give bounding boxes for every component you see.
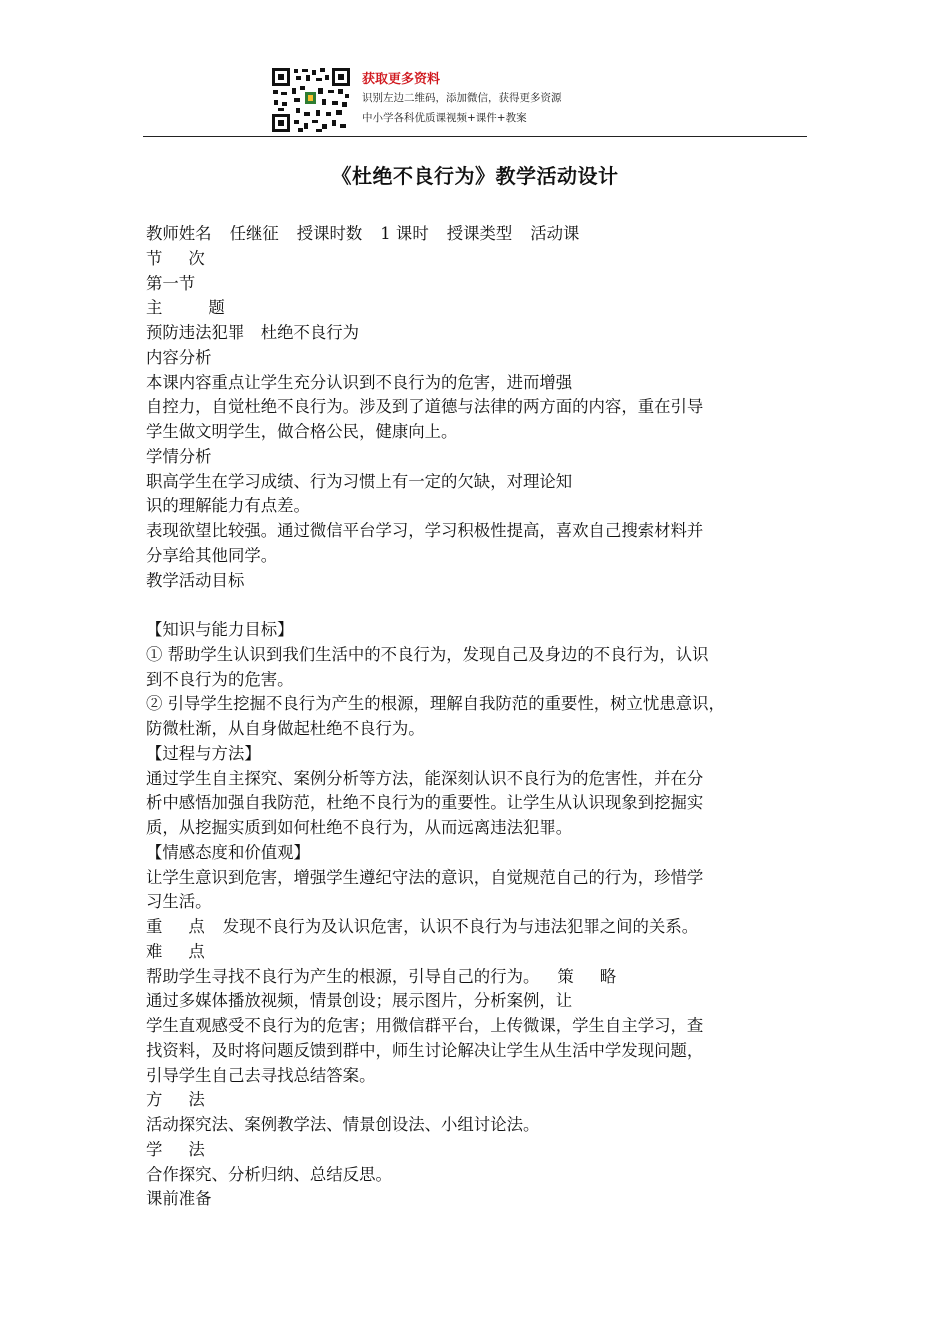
content-line: 学生做文明学生，做合格公民，健康向上。	[146, 422, 458, 441]
knowledge-heading: 【知识与能力目标】	[146, 620, 294, 639]
strategy-line: 学生直观感受不良行为的危害；用微信群平台，上传微课，学生自主学习，查	[146, 1016, 704, 1035]
key-value: 发现不良行为及认识危害，认识不良行为与违法犯罪之间的关系。	[222, 917, 699, 936]
content-line: 自控力，自觉杜绝不良行为。涉及到了道德与法律的两方面的内容，重在引导	[146, 397, 704, 417]
learner-line: 表现欲望比较强。通过微信平台学习，学习积极性提高，喜欢自己搜索材料并	[146, 521, 704, 540]
learner-line: 职高学生在学习成绩、行为习惯上有一定的欠缺，对理论知	[146, 471, 573, 491]
blank-line	[146, 593, 814, 618]
study-value: 合作探究、分析归纳、总结反思。	[146, 1164, 392, 1184]
type-value: 活动课	[530, 224, 580, 243]
content-line: 本课内容重点让学生充分认识到不良行为的危害，进而增强	[146, 372, 573, 392]
knowledge-line: ② 引导学生挖掘不良行为产生的根源，理解自我防范的重要性，树立忧患意识，	[146, 694, 725, 714]
strategy-line: 通过多媒体播放视频，情景创设；展示图片，分析案例，让	[146, 991, 573, 1011]
document-title: 《杜绝不良行为》教学活动设计	[331, 164, 619, 188]
learner-label: 学情分析	[146, 446, 212, 466]
difficulty-row	[146, 965, 814, 990]
emotion-line: 习生活。	[146, 892, 212, 912]
promo-title: 获取更多资料	[362, 72, 441, 87]
content-label: 内容分析	[146, 347, 212, 367]
process-line: 通过学生自主探究、案例分析等方法，能深刻认识不良行为的危害性，并在分	[146, 768, 704, 788]
section-label: 节 次	[146, 248, 205, 268]
topic-label: 主 题	[146, 298, 225, 318]
teacher-label: 教师姓名	[146, 224, 212, 243]
header-divider	[143, 136, 807, 137]
key-row: 重 点 发现不良行为及认识危害，认识不良行为与违法犯罪之间的关系。	[146, 917, 699, 936]
strategy-line: 引导学生自己去寻找总结答案。	[146, 1065, 376, 1085]
teacher-name: 任继征	[229, 224, 279, 243]
study-label: 学 法	[146, 1139, 205, 1159]
strategy-label: 策 略	[557, 966, 617, 986]
goals-label: 教学活动目标	[146, 570, 245, 590]
qr-code-icon	[270, 66, 352, 134]
hours-value: 1 课时	[380, 224, 429, 243]
knowledge-line: 到不良行为的危害。	[146, 669, 294, 689]
learner-line: 分享给其他同学。	[146, 545, 278, 565]
method-value: 活动探究法、案例教学法、情景创设法、小组讨论法。	[146, 1115, 540, 1134]
strategy-line: 找资料，及时将问题反馈到群中，师生讨论解决让学生从生活中学发现问题，	[146, 1040, 704, 1060]
process-line: 析中感悟加强自我防范，杜绝不良行为的重要性。让学生从认识现象到挖掘实	[146, 793, 704, 813]
prep-label: 课前准备	[146, 1189, 212, 1209]
method-label: 方 法	[146, 1090, 205, 1110]
difficulty-label: 难 点	[146, 941, 205, 961]
hours-label: 授课时数	[296, 224, 363, 243]
promo-line-2: 中小学各科优质课视频+课件+教案	[362, 112, 527, 124]
difficulty-value: 帮助学生寻找不良行为产生的根源，引导自己的行为。	[146, 966, 540, 986]
process-line: 质，从挖掘实质到如何杜绝不良行为，从而远离违法犯罪。	[146, 818, 573, 837]
promo-line-1: 识别左边二维码，添加微信，获得更多资源	[362, 92, 562, 104]
knowledge-line: 防微杜渐，从自身做起杜绝不良行为。	[146, 719, 425, 738]
learner-line: 识的理解能力有点差。	[146, 496, 310, 516]
section-value: 第一节	[146, 273, 196, 293]
promo-header	[270, 66, 810, 134]
process-heading: 【过程与方法】	[146, 743, 261, 763]
emotion-heading: 【情感态度和价值观】	[146, 842, 310, 862]
info-row	[146, 222, 814, 247]
emotion-line: 让学生意识到危害，增强学生遵纪守法的意识，自觉规范自己的行为，珍惜学	[146, 867, 704, 887]
topic-value: 预防违法犯罪 杜绝不良行为	[146, 323, 360, 342]
type-label: 授课类型	[446, 224, 513, 243]
document-body	[146, 222, 814, 1212]
knowledge-line: ① 帮助学生认识到我们生活中的不良行为，发现自己及身边的不良行为，认识	[146, 644, 709, 664]
promo-text	[362, 72, 562, 128]
